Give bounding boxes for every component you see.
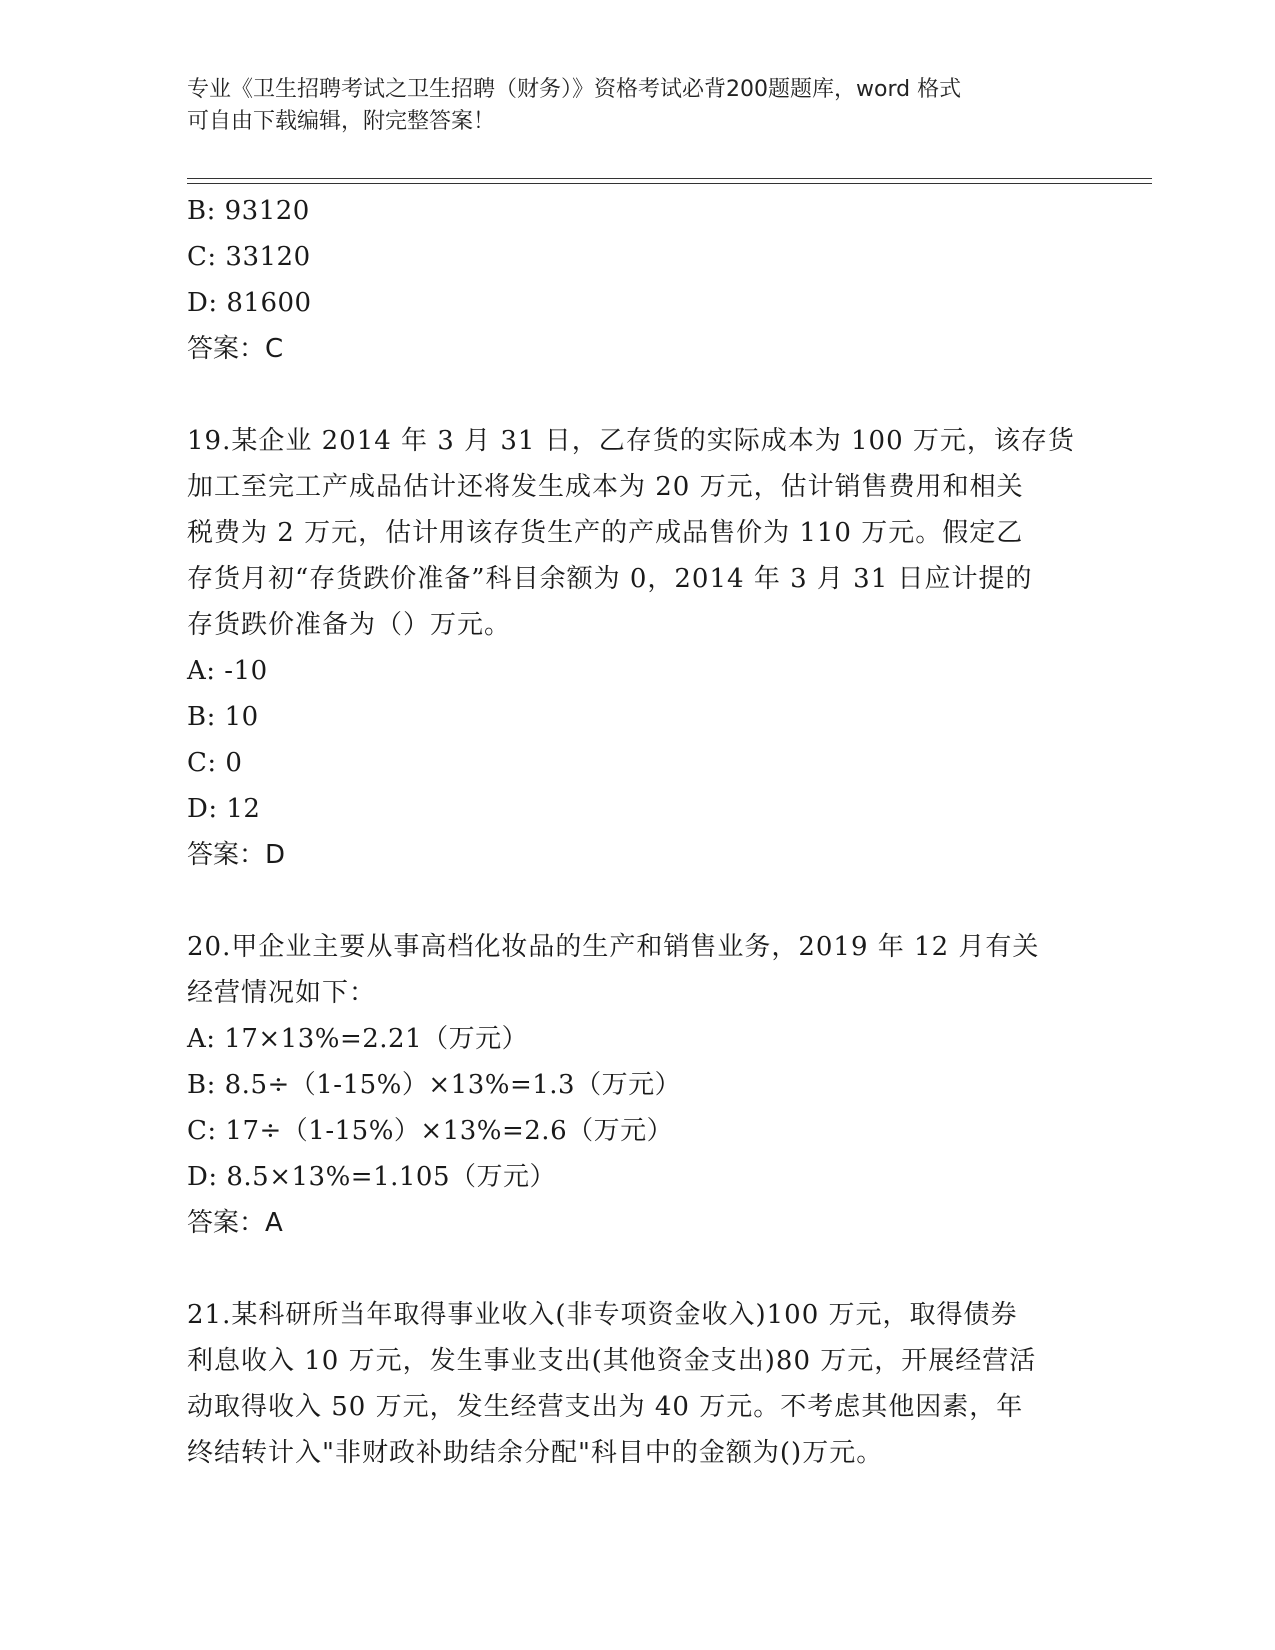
option-d: D: 8.5×13%=1.105（万元） xyxy=(187,1162,557,1192)
stem-line: 20.甲企业主要从事高档化妆品的生产和销售业务，2019 年 12 月有关 xyxy=(187,932,1040,962)
option-b: B: 10 xyxy=(187,702,259,732)
question-block-19 xyxy=(187,418,1087,878)
spacer xyxy=(187,878,1087,924)
question-block-21 xyxy=(187,1292,1087,1476)
question-stem xyxy=(187,1292,1087,1476)
header-divider-top xyxy=(187,178,1152,179)
stem-line: 经营情况如下： xyxy=(187,978,377,1008)
question-stem xyxy=(187,924,1087,1016)
option-c: C: 33120 xyxy=(187,242,311,272)
question-stem xyxy=(187,418,1087,648)
option-c: C: 17÷（1-15%）×13%=2.6（万元） xyxy=(187,1116,674,1146)
stem-line: 存货月初“存货跌价准备”科目余额为 0，2014 年 3 月 31 日应计提的 xyxy=(187,564,1033,594)
option-a: A: 17×13%=2.21（万元） xyxy=(187,1024,529,1054)
option-a: A: -10 xyxy=(187,656,268,686)
stem-line: 21.某科研所当年取得事业收入(非专项资金收入)100 万元，取得债券 xyxy=(187,1300,1018,1330)
question-content xyxy=(187,188,1087,1476)
answer-line: 答案：C xyxy=(187,334,284,364)
question-block-18 xyxy=(187,188,1087,372)
option-b: B: 8.5÷（1-15%）×13%=1.3（万元） xyxy=(187,1070,682,1100)
option-d: D: 81600 xyxy=(187,288,312,318)
option-b: B: 93120 xyxy=(187,196,310,226)
stem-line: 加工至完工产成品估计还将发生成本为 20 万元，估计销售费用和相关 xyxy=(187,472,1024,502)
stem-line: 存货跌价准备为（）万元。 xyxy=(187,610,512,640)
answer-line: 答案：D xyxy=(187,840,286,870)
answer-line: 答案：A xyxy=(187,1208,283,1238)
option-c: C: 0 xyxy=(187,748,243,778)
header-divider-bottom xyxy=(187,183,1152,184)
header-line-2: 可自由下载编辑，附完整答案！ xyxy=(187,109,496,134)
stem-line: 19.某企业 2014 年 3 月 31 日，乙存货的实际成本为 100 万元，该存货 xyxy=(187,426,1075,456)
stem-line: 动取得收入 50 万元，发生经营支出为 40 万元。不考虑其他因素，年 xyxy=(187,1392,1024,1422)
option-d: D: 12 xyxy=(187,794,261,824)
spacer xyxy=(187,1246,1087,1292)
stem-line: 利息收入 10 万元，发生事业支出(其他资金支出)80 万元，开展经营活 xyxy=(187,1346,1037,1376)
document-header xyxy=(187,74,1067,138)
header-line-1: 专业《卫生招聘考试之卫生招聘（财务）》资格考试必背200题题库，word 格式 xyxy=(187,77,962,102)
stem-line: 终结转计入"非财政补助结余分配"科目中的金额为()万元。 xyxy=(187,1438,884,1468)
stem-line: 税费为 2 万元，估计用该存货生产的产成品售价为 110 万元。假定乙 xyxy=(187,518,1024,548)
spacer xyxy=(187,372,1087,418)
question-block-20 xyxy=(187,924,1087,1246)
